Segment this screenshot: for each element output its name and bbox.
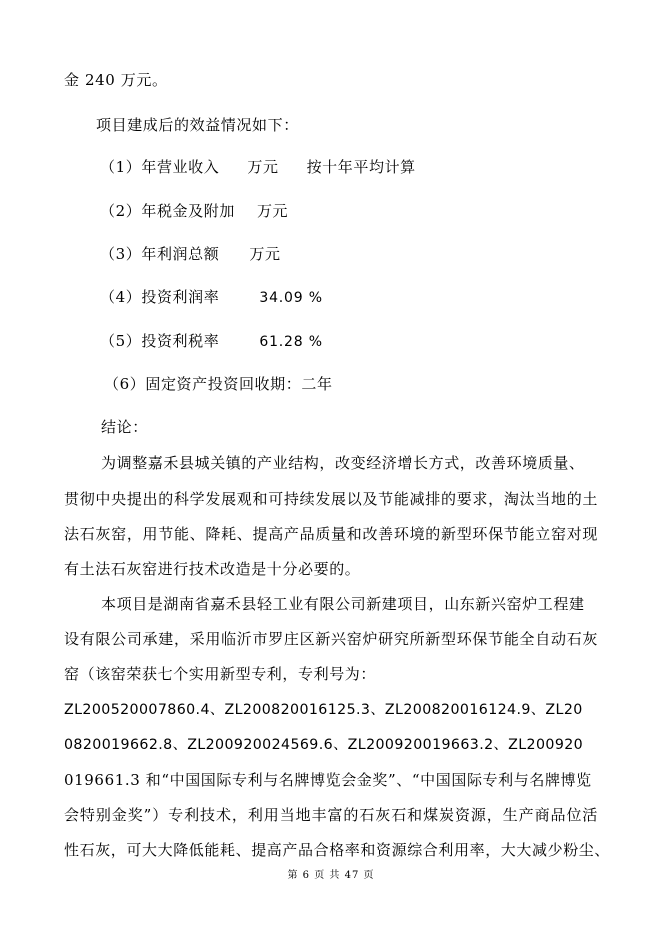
benefit-note: 按十年平均计算: [306, 158, 416, 176]
benefit-label: （6）固定资产投资回收期：二年: [104, 375, 333, 393]
benefit-item: [100, 331, 323, 352]
benefit-item: [100, 244, 281, 264]
text-line: 金 240 万元。: [64, 71, 168, 89]
benefit-label: （4）投资利润率: [100, 288, 220, 306]
page-footer: 第 6 页 共 47 页: [287, 870, 375, 881]
paragraph-line: 为调整嘉禾县城关镇的产业结构，改变经济增长方式，改善环境质量、: [101, 454, 585, 472]
benefit-value: 万元: [247, 158, 279, 176]
benefit-label: （5）投资利税率: [100, 332, 220, 350]
paragraph-line: 本项目是湖南省嘉禾县轻工业有限公司新建项目，山东新兴窑炉工程建: [101, 595, 585, 613]
paragraph-line: 会特别金奖”）专利技术，利用当地丰富的石灰石和煤炭资源，生产商品位活: [64, 806, 598, 824]
benefit-value: 万元: [249, 245, 281, 263]
patent-line: 0820019662.8、ZL200920024569.6、ZL200920019663.2、ZL200920: [64, 737, 584, 753]
paragraph-line: 窑（该窑荣获七个实用新型专利，专利号为：: [64, 665, 377, 683]
benefit-item: [104, 374, 333, 394]
benefit-label: （1）年营业收入: [100, 158, 220, 176]
benefit-item: [100, 287, 323, 308]
paragraph-line: 贯彻中央提出的科学发展观和可持续发展以及节能减排的要求，淘汰当地的土: [64, 490, 598, 508]
benefit-value: 61.28 %: [259, 334, 323, 350]
benefit-value: 34.09 %: [259, 290, 323, 306]
benefit-label: （2）年税金及附加: [100, 202, 235, 220]
benefit-item: [100, 201, 288, 221]
paragraph-line: 设有限公司承建，采用临沂市罗庄区新兴窑炉研究所新型环保节能全自动石灰: [64, 630, 598, 648]
text-line: 项目建成后的效益情况如下：: [96, 116, 299, 134]
benefit-item: [100, 157, 416, 177]
benefit-value: 万元: [256, 202, 289, 220]
conclusion-heading: 结论：: [101, 418, 148, 436]
paragraph-line: 性石灰，可大大降低能耗、提高产品合格率和资源综合利用率，大大减少粉尘、: [64, 841, 611, 859]
paragraph-line: 019661.3 和“中国国际专利与名牌博览会金奖”、“中国国际专利与名牌博览: [64, 771, 592, 789]
benefit-label: （3）年利润总额: [100, 245, 220, 263]
patent-line: ZL200520007860.4、ZL200820016125.3、ZL200820016124.9、ZL20: [64, 702, 583, 718]
paragraph-line: 法石灰窑，用节能、降耗、提高产品质量和改善环境的新型环保节能立窑对现: [64, 525, 598, 543]
paragraph-line: 有土法石灰窑进行技术改造是十分必要的。: [64, 560, 361, 578]
